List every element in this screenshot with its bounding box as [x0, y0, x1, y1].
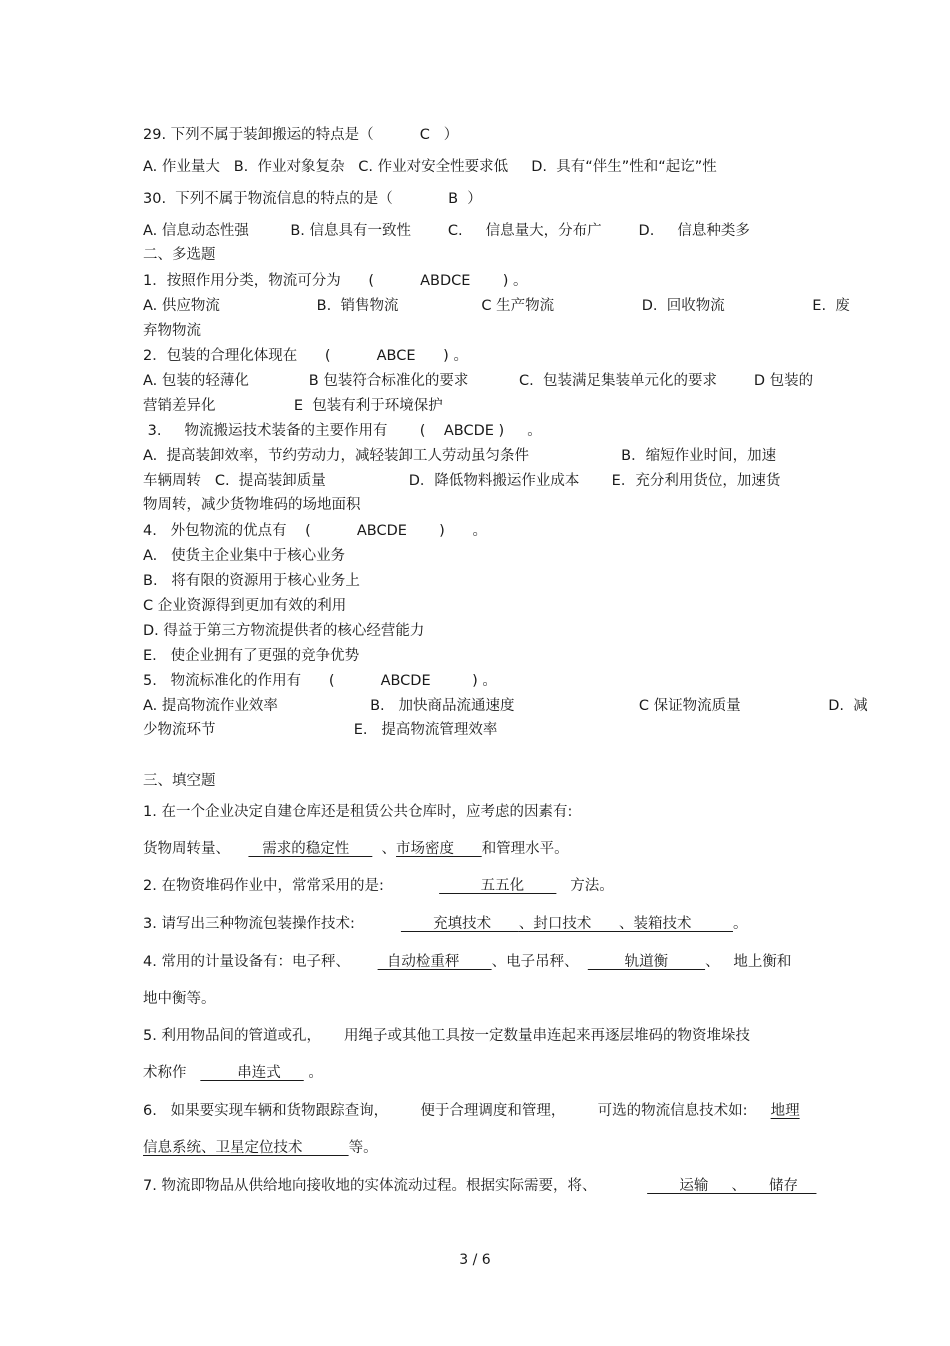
- f4-blank-1: 自动检重秤: [377, 954, 492, 970]
- m4-question: 4. 外包物流的优点有 ( ABCDE ) 。: [143, 523, 487, 539]
- m3-options-line3: 物周转，减少货物堆码的场地面积: [143, 497, 361, 513]
- f6-question-line2: 信息系统、卫星定位技术 等。: [143, 1140, 378, 1156]
- m5-question: 5. 物流标准化的作用有 ( ABCDE ) 。: [143, 673, 497, 689]
- f5-question-line2: 术称作 串连式 。: [143, 1065, 323, 1081]
- f6-blank-1: 地理: [770, 1103, 800, 1119]
- section2-title: 二、多选题: [143, 247, 216, 263]
- f6-blank-2: 信息系统、卫星定位技术: [143, 1140, 349, 1156]
- q29-answer: C: [419, 127, 430, 143]
- m1-question: 1．按照作用分类，物流可分为 ( ABDCE ) 。: [143, 273, 528, 289]
- q29-options: A. 作业量大 B. 作业对象复杂 C. 作业对安全性要求低 D. 具有“伴生”性和“起讫”性: [143, 159, 717, 175]
- f2-question: 2. 在物资堆码作业中，常常采用的是: 五五化 方法。: [143, 878, 614, 894]
- q30-question: 30. 下列不属于物流信息的特点的是（ B ）: [143, 191, 482, 207]
- f6-question: 6. 如果要实现车辆和货物跟踪查询， 便于合理调度和管理， 可选的物流信息技术如: 地理: [143, 1103, 800, 1119]
- m1-options-line1: A. 供应物流 B. 销售物流 C 生产物流 D. 回收物流 E. 废: [143, 298, 850, 314]
- f3-blank-1: 充填技术: [400, 916, 519, 932]
- f1-blank-1: 需求的稳定性: [248, 841, 373, 857]
- f5-blank: 串连式: [200, 1065, 304, 1081]
- m2-question: 2．包装的合理化体现在 ( ABCE ) 。: [143, 348, 468, 364]
- m2-options-line1: A. 包装的轻薄化 B 包装符合标准化的要求 C. 包装满足集装单元化的要求 D 包装的: [143, 373, 814, 389]
- f1-question: 1. 在一个企业决定自建仓库还是租赁公共仓库时，应考虑的因素有:: [143, 804, 573, 820]
- q30-answer: B: [448, 191, 459, 207]
- q29-question: 29. 下列不属于装卸搬运的特点是（ C ）: [143, 127, 459, 143]
- page-number: 3 / 6: [459, 1252, 491, 1268]
- m4-option-c: C 企业资源得到更加有效的利用: [143, 598, 347, 614]
- m4-option-a: A. 使货主企业集中于核心业务: [143, 548, 346, 564]
- f1-blank-2: 市场密度: [396, 841, 482, 857]
- m4-option-b: B. 将有限的资源用于核心业务上: [143, 573, 360, 589]
- m4-option-d: D. 得益于第三方物流提供者的核心经营能力: [143, 623, 425, 639]
- f3-question: 3. 请写出三种物流包装操作技术: 充填技术 、封口技术 、装箱技术 。: [143, 916, 748, 932]
- m3-options-line1: A. 提高装卸效率，节约劳动力，减轻装卸工人劳动虽匀条件 B．缩短作业时间，加速: [143, 448, 777, 464]
- q30-options: A. 信息动态性强 B. 信息具有一致性 C. 信息量大，分布广 D. 信息种类多: [143, 223, 750, 239]
- f7-blank: 运输 、 储存: [647, 1178, 817, 1194]
- f2-blank: 五五化: [439, 878, 557, 894]
- f7-question: 7. 物流即物品从供给地向接收地的实体流动过程。根据实际需要，将、 运输 、 储存: [143, 1178, 817, 1194]
- m1-options-line2: 弃物物流: [143, 323, 201, 339]
- m3-options-line2: 车辆周转 C. 提高装卸质量 D．降低物料搬运作业成本 E．充分利用货位，加速货: [143, 473, 781, 489]
- m2-options-line2: 营销差异化 E 包装有利于环境保护: [143, 398, 443, 414]
- f3-blank-2: 、封口技术: [518, 916, 619, 932]
- m3-question: 3. 物流搬运技术装备的主要作用有 ( ABCDE ) 。: [143, 423, 542, 439]
- m5-options-line1: A. 提高物流作业效率 B. 加快商品流通速度 C 保证物流质量 D. 减: [143, 698, 868, 714]
- f4-question: 4. 常用的计量设备有：电子秤、 自动检重秤 、电子吊秤、 轨道衡 、 地上衡和: [143, 954, 792, 970]
- f3-blank-3: 、装箱技术: [619, 916, 733, 932]
- m4-option-e: E. 使企业拥有了更强的竞争优势: [143, 648, 360, 664]
- f1-answer-line: 货物周转量、 需求的稳定性 、市场密度 和管理水平。: [143, 841, 569, 857]
- f4-blank-2: 轨道衡: [587, 954, 706, 970]
- f4-question-line2: 地中衡等。: [143, 991, 216, 1007]
- m5-options-line2: 少物流环节 E. 提高物流管理效率: [143, 722, 498, 738]
- f5-question: 5. 利用物品间的管道或孔， 用绳子或其他工具按一定数量串连起来再逐层堆码的物资堆垛技: [143, 1028, 750, 1044]
- section3-title: 三、填空题: [143, 773, 216, 789]
